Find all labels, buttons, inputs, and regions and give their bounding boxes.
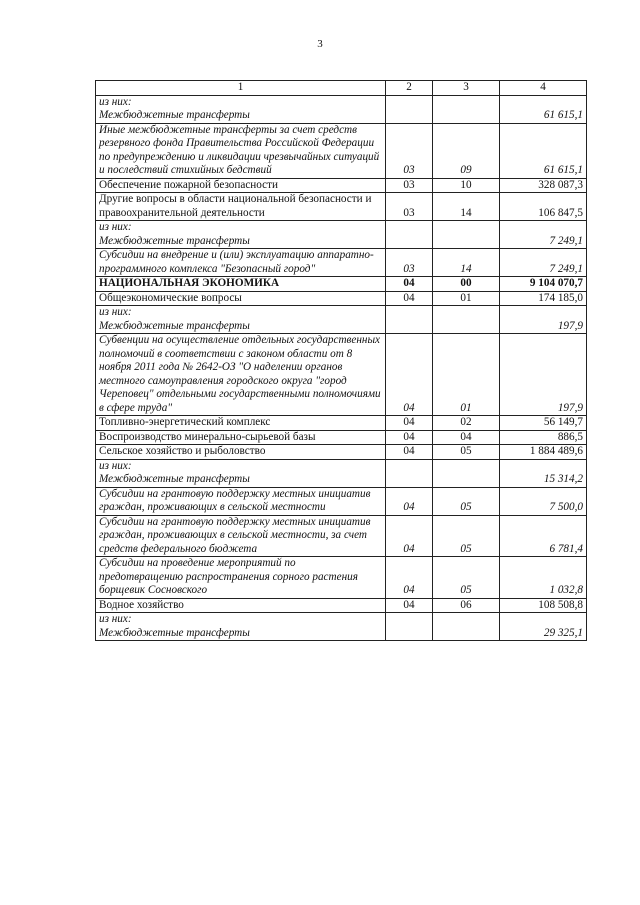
row-name-cell: из них: Межбюджетные трансферты [96,95,386,123]
row-section-cell [386,306,433,334]
budget-table [95,80,587,641]
row-subsection-cell [433,221,500,249]
page-number: 3 [317,38,323,50]
row-section-cell [386,459,433,487]
table-row [96,95,587,123]
header-cell-name: 1 [96,81,386,96]
row-subsection-cell: 05 [433,557,500,599]
row-subsection-cell: 01 [433,334,500,416]
table-row [96,430,587,445]
header-cell-subsection: 3 [433,81,500,96]
row-name-cell: из них: Межбюджетные трансферты [96,613,386,641]
row-name-cell: Воспроизводство минерально-сырьевой базы [96,430,386,445]
row-subsection-cell: 09 [433,123,500,178]
row-section-cell: 04 [386,445,433,460]
row-section-cell: 04 [386,598,433,613]
row-subsection-cell: 01 [433,291,500,306]
row-section-cell: 03 [386,123,433,178]
row-amount-cell: 328 087,3 [500,178,587,193]
row-subsection-cell: 14 [433,249,500,277]
row-name-cell: Другие вопросы в области национальной безопасности и правоохранительной деятельности [96,193,386,221]
table-row [96,557,587,599]
row-amount-cell: 1 884 489,6 [500,445,587,460]
row-subsection-cell [433,95,500,123]
table-row [96,416,587,431]
row-amount-cell: 61 615,1 [500,123,587,178]
row-name-cell: НАЦИОНАЛЬНАЯ ЭКОНОМИКА [96,277,386,292]
row-amount-cell: 29 325,1 [500,613,587,641]
table-row [96,515,587,557]
table-row [96,123,587,178]
row-name-cell: Водное хозяйство [96,598,386,613]
row-name-cell: из них: Межбюджетные трансферты [96,221,386,249]
row-name-cell: Субсидии на грантовую поддержку местных инициатив граждан, проживающих в сельской местности [96,487,386,515]
table-header-row [96,81,587,96]
row-section-cell: 03 [386,178,433,193]
row-name-cell: Обеспечение пожарной безопасности [96,178,386,193]
table-row [96,221,587,249]
table-row [96,598,587,613]
row-name-cell: Сельское хозяйство и рыболовство [96,445,386,460]
table-row [96,306,587,334]
row-subsection-cell [433,306,500,334]
row-amount-cell: 106 847,5 [500,193,587,221]
row-section-cell: 04 [386,416,433,431]
row-section-cell: 04 [386,277,433,292]
row-subsection-cell: 05 [433,515,500,557]
row-subsection-cell: 06 [433,598,500,613]
row-amount-cell: 174 185,0 [500,291,587,306]
row-amount-cell: 197,9 [500,306,587,334]
table-row [96,277,587,292]
row-name-cell: Иные межбюджетные трансферты за счет средств резервного фонда Правительства Российской Федерации по предупреждению и ликвидации чрезвычайных ситуаций и последствий стихийных бедствий [96,123,386,178]
table-row [96,613,587,641]
row-name-cell: из них: Межбюджетные трансферты [96,306,386,334]
row-subsection-cell: 14 [433,193,500,221]
row-subsection-cell: 00 [433,277,500,292]
row-section-cell: 04 [386,515,433,557]
row-subsection-cell [433,613,500,641]
row-section-cell: 04 [386,291,433,306]
row-subsection-cell: 02 [433,416,500,431]
row-section-cell: 04 [386,334,433,416]
table-row [96,193,587,221]
row-name-cell: Субсидии на внедрение и (или) эксплуатацию аппаратно-программного комплекса "Безопасный город" [96,249,386,277]
row-name-cell: Субсидии на грантовую поддержку местных инициатив граждан, проживающих в сельской местности, за счет средств федерального бюджета [96,515,386,557]
row-section-cell: 04 [386,557,433,599]
row-subsection-cell: 10 [433,178,500,193]
row-amount-cell: 61 615,1 [500,95,587,123]
row-section-cell [386,221,433,249]
row-name-cell: Топливно-энергетический комплекс [96,416,386,431]
row-name-cell: Субвенции на осуществление отдельных государственных полномочий в соответствии с законом области от 8 ноября 2011 года № 2642-ОЗ "О наделении органов местного самоуправления городского округа "город Череповец" отдельными государственными полномочиями в сфере труда" [96,334,386,416]
row-amount-cell: 56 149,7 [500,416,587,431]
row-name-cell: из них: Межбюджетные трансферты [96,459,386,487]
row-amount-cell: 7 249,1 [500,249,587,277]
row-amount-cell: 7 500,0 [500,487,587,515]
row-section-cell [386,95,433,123]
row-section-cell: 04 [386,487,433,515]
table-row [96,459,587,487]
row-section-cell [386,613,433,641]
row-amount-cell: 886,5 [500,430,587,445]
row-amount-cell: 15 314,2 [500,459,587,487]
row-amount-cell: 1 032,8 [500,557,587,599]
row-amount-cell: 9 104 070,7 [500,277,587,292]
table-row [96,291,587,306]
table-row [96,487,587,515]
row-name-cell: Субсидии на проведение мероприятий по предотвращению распространения сорного растения борщевик Сосновского [96,557,386,599]
row-subsection-cell: 05 [433,445,500,460]
table-row [96,445,587,460]
table-row [96,249,587,277]
table-row [96,334,587,416]
row-amount-cell: 7 249,1 [500,221,587,249]
row-amount-cell: 108 508,8 [500,598,587,613]
row-section-cell: 03 [386,193,433,221]
row-subsection-cell: 05 [433,487,500,515]
row-amount-cell: 197,9 [500,334,587,416]
row-subsection-cell: 04 [433,430,500,445]
row-subsection-cell [433,459,500,487]
row-section-cell: 04 [386,430,433,445]
row-name-cell: Общеэкономические вопросы [96,291,386,306]
row-section-cell: 03 [386,249,433,277]
header-cell-amount: 4 [500,81,587,96]
table-row [96,178,587,193]
header-cell-section: 2 [386,81,433,96]
row-amount-cell: 6 781,4 [500,515,587,557]
